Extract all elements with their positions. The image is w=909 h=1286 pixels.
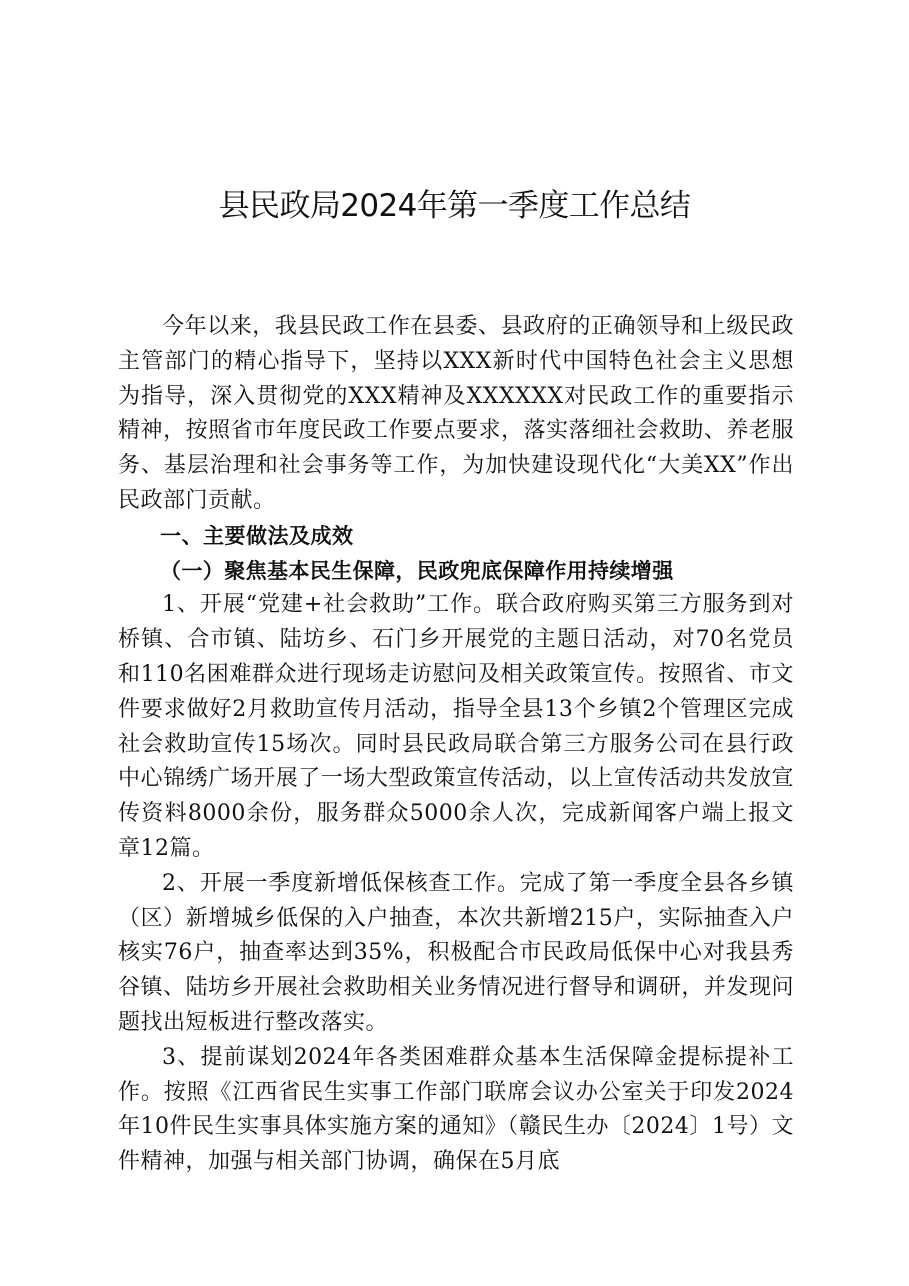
- subsection-heading: （一）聚焦基本民生保障，民政兜底保障作用持续增强: [160, 557, 674, 583]
- document-body: [118, 310, 794, 1180]
- item-paragraph-2: 2、开展一季度新增低保核查工作。完成了第一季度全县各乡镇（区）新增城乡低保的入户抽查，本次共新增215户，实际抽查入户核实76户，抽查率达到35%，积极配合市民政局低保中心对我县秀谷镇、陆坊乡开展社会救助相关业务情况进行督导和调研，并发现问题找出短板进行整改落实。: [118, 870, 794, 1035]
- item-paragraph-1: 1、开展“党建+社会救助”工作。联合政府购买第三方服务到对桥镇、合市镇、陆坊乡、石门乡开展党的主题日活动，对70名党员和110名困难群众进行现场走访慰问及相关政策宣传。按照省、市文件要求做好2月救助宣传月活动，指导全县13个乡镇2个管理区完成社会救助宣传15场次。同时县民政局联合第三方服务公司在县行政中心锦绣广场开展了一场大型政策宣传活动，以上宣传活动共发放宣传资料8000余份，服务群众5000余人次，完成新闻客户端上报文章12篇。: [118, 592, 794, 861]
- section-heading: 一、主要做法及成效: [160, 523, 354, 548]
- item-paragraph-3: 3、提前谋划2024年各类困难群众基本生活保障金提标提补工作。按照《江西省民生实事工作部门联席会议办公室关于印发2024年10件民生实事具体实施方案的通知》（赣民生办〔2024〕1号）文件精神，加强与相关部门协调，确保在5月底: [118, 1044, 794, 1175]
- intro-paragraph: 今年以来，我县民政工作在县委、县政府的正确领导和上级民政主管部门的精心指导下，坚持以XXX新时代中国特色社会主义思想为指导，深入贯彻党的XXX精神及XXXXXX对民政工作的重要指示精神，按照省市年度民政工作要点要求，落实落细社会救助、养老服务、基层治理和社会事务等工作，为加快建设现代化“大美XX”作出民政部门贡献。: [118, 314, 794, 513]
- document-title: 县民政局2024年第一季度工作总结: [218, 188, 691, 224]
